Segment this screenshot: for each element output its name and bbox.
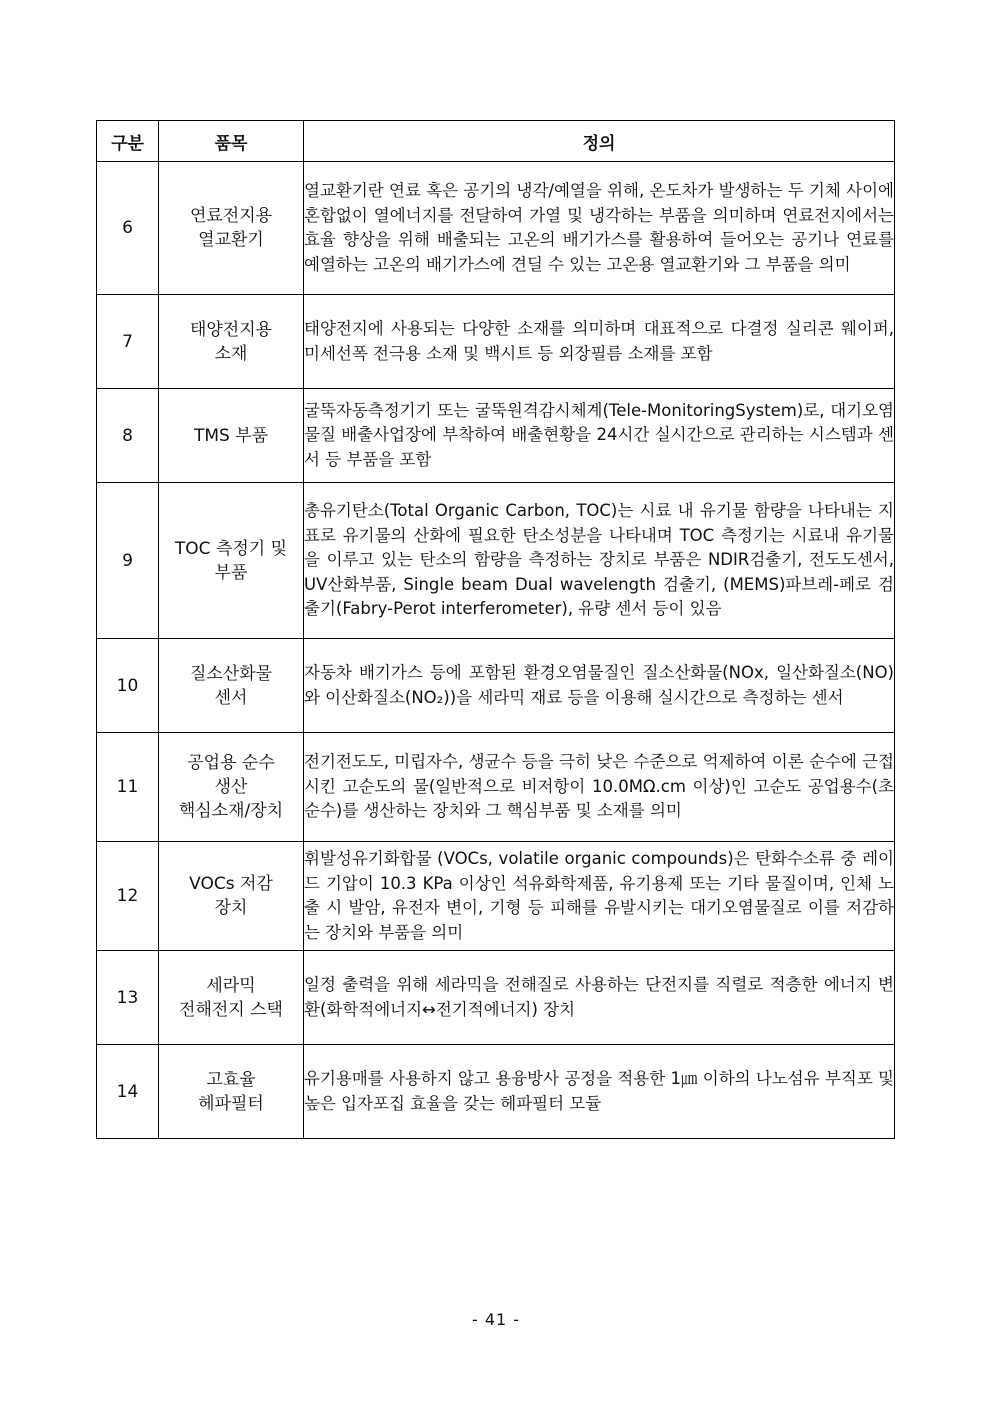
item-line: 전해전지 스택 — [179, 999, 283, 1020]
item-line: 태양전지용 — [189, 319, 273, 340]
item-line: 질소산화물 — [189, 663, 273, 684]
table-row — [97, 389, 895, 483]
definition-table — [96, 120, 895, 1139]
table-row — [97, 483, 895, 639]
table-row — [97, 639, 895, 733]
table-row — [97, 951, 895, 1045]
item-line: 고효율 — [206, 1069, 256, 1090]
row-definition: 열교환기란 연료 혹은 공기의 냉각/예열을 위해, 온도차가 발생하는 두 기체 사이에 혼합없이 열에너지를 전달하여 가열 및 냉각하는 부품을 의미하며 연료전지에서는 효율 향상을 위해 배출되는 고온의 배기가스를 활용하여 들어오는 공기나 연료를 예열하는 고온의 배기가스에 견딜 수 있는 고온용 열교환기와 그 부품을 의미 — [304, 162, 895, 295]
header-definition: 정의 — [304, 121, 895, 162]
table-row — [97, 842, 895, 951]
row-number: 9 — [97, 483, 159, 639]
item-line: 센서 — [214, 687, 248, 708]
row-definition: 휘발성유기화합물 (VOCs, volatile organic compounds)은 탄화수소류 중 레이드 기압이 10.3 KPa 이상인 석유화학제품, 유기용제 또는 기타 물질이며, 인체 노출 시 발암, 유전자 변이, 기형 등 피해를 유발시키는 대기오염물질로 이를 저감하는 장치와 부품을 의미 — [304, 842, 895, 951]
row-item — [159, 639, 304, 733]
row-number: 11 — [97, 733, 159, 842]
row-item — [159, 162, 304, 295]
item-line: 핵심소재/장치 — [178, 801, 284, 821]
row-definition: 태양전지에 사용되는 다양한 소재를 의미하며 대표적으로 다결정 실리콘 웨이퍼, 미세선폭 전극용 소재 및 백시트 등 외장필름 소재를 포함 — [304, 295, 895, 389]
item-line: 세라믹 — [206, 975, 256, 996]
row-item — [159, 483, 304, 639]
row-number: 12 — [97, 842, 159, 951]
row-number: 7 — [97, 295, 159, 389]
table-row — [97, 733, 895, 842]
row-item — [159, 1045, 304, 1139]
row-number: 6 — [97, 162, 159, 295]
item-line: 열교환기 — [198, 230, 264, 250]
table-row — [97, 295, 895, 389]
row-item — [159, 733, 304, 842]
item-line: TOC 측정기 및 — [174, 538, 288, 559]
item-line: TMS 부품 — [193, 425, 269, 446]
item-line: 공업용 순수 — [187, 753, 275, 773]
row-item — [159, 295, 304, 389]
table-header-row — [97, 121, 895, 162]
row-item — [159, 389, 304, 483]
item-line: 장치 — [214, 898, 248, 918]
row-definition: 전기전도도, 미립자수, 생균수 등을 극히 낮은 수준으로 억제하여 이론 순수에 근접시킨 고순도의 물(일반적으로 비저항이 10.0MΩ.cm 이상)인 고순도 공업용수(초순수)를 생산하는 장치와 그 핵심부품 및 소재를 의미 — [304, 733, 895, 842]
table-row — [97, 162, 895, 295]
item-line: 헤파필터 — [198, 1093, 264, 1114]
row-definition: 총유기탄소(Total Organic Carbon, TOC)는 시료 내 유기물 함량을 나타내는 지표로 유기물의 산화에 필요한 탄소성분을 나타내며 TOC 측정기는 시료내 유기물을 이루고 있는 탄소의 함량을 측정하는 장치로 부품은 NDIR검출기, 전도도센서, UV산화부품, Single beam Dual wavelength 검출기, (MEMS)파브레-페로 검출기(Fabry-Perot interferometer), 유량 센서 등이 있음 — [304, 483, 895, 639]
row-definition: 일정 출력을 위해 세라믹을 전해질로 사용하는 단전지를 직렬로 적층한 에너지 변환(화학적에너지↔전기적에너지) 장치 — [304, 951, 895, 1045]
row-item — [159, 842, 304, 951]
page-number: - 41 - — [471, 1310, 521, 1329]
row-number: 13 — [97, 951, 159, 1045]
row-definition: 자동차 배기가스 등에 포함된 환경오염물질인 질소산화물(NOx, 일산화질소(NO)와 이산화질소(NO₂))을 세라믹 재료 등을 이용해 실시간으로 측정하는 센서 — [304, 639, 895, 733]
table-body — [97, 162, 895, 1139]
row-number: 14 — [97, 1045, 159, 1139]
row-number: 8 — [97, 389, 159, 483]
item-line: 생산 — [214, 777, 248, 797]
item-line: 연료전지용 — [189, 206, 273, 226]
item-line: VOCs 저감 — [189, 874, 273, 894]
table-row — [97, 1045, 895, 1139]
row-item — [159, 951, 304, 1045]
row-definition: 유기용매를 사용하지 않고 용융방사 공정을 적용한 1㎛ 이하의 나노섬유 부직포 및 높은 입자포집 효율을 갖는 헤파필터 모듈 — [304, 1045, 895, 1139]
row-definition: 굴뚝자동측정기기 또는 굴뚝원격감시체계(Tele-MonitoringSystem)로, 대기오염물질 배출사업장에 부착하여 배출현황을 24시간 실시간으로 관리하는 시스템과 센서 등 부품을 포함 — [304, 389, 895, 483]
item-line: 소재 — [214, 343, 248, 364]
header-no: 구분 — [97, 121, 159, 162]
header-item: 품목 — [159, 121, 304, 162]
item-line: 부품 — [214, 562, 248, 583]
row-number: 10 — [97, 639, 159, 733]
